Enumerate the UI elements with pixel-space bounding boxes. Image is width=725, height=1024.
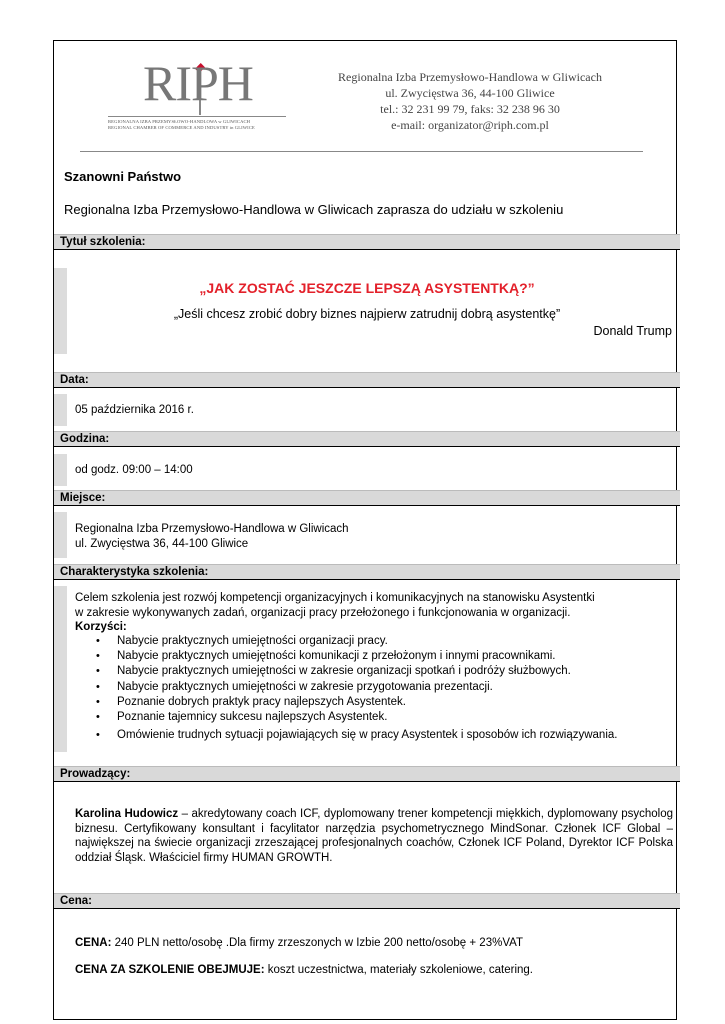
list-item: • Omówienie trudnych sytuacji pojawiających się w pracy Asystentek i sposobów ich rozwiązywania. [75,728,617,743]
price-text: 240 PLN netto/osobę .Dla firmy zrzeszonych w Izbie 200 netto/osobę + 23%VAT [111,937,523,949]
trainer-description: – akredytowany coach ICF, dyplomowany trener kompetencji miękkich, dyplomowany psycholog biznesu. Certyfikowany konsultant i facylitator narzędzia psychometrycznego MindSonar. Członek ICF Global – największej na świecie organizacji zrzeszającej profesjonalnych coachów, Członek ICF Poland, Dyrektor ICF Polska oddział Śląsk. Właściciel firmy HUMAN GROWTH. [75,808,673,864]
section-trainer-header [54,766,680,782]
header-divider [80,151,643,152]
section-time-label: Godzina: [60,433,110,445]
section-date-header [54,372,680,388]
list-item: • Poznanie tajemnicy sukcesu najlepszych Asystentek. [75,710,617,725]
training-date: 05 października 2016 r. [75,404,194,416]
list-item: • Nabycie praktycznych umiejętności w zakresie organizacji spotkań i podróży służbowych. [75,664,617,679]
section-description-label: Charakterystyka szkolenia: [60,566,209,578]
training-place [75,522,349,551]
price-line [75,936,523,951]
trainer-bio [75,807,673,865]
section-price-header [54,893,680,909]
price-includes [75,963,533,978]
header-phone: tel.: 32 231 99 79, faks: 32 238 96 30 [380,102,560,116]
section-time-header [54,431,680,447]
benefits-list [75,634,617,743]
price-includes-label: CENA ZA SZKOLENIE OBEJMUJE: [75,964,265,976]
greeting: Szanowni Państwo [64,169,182,184]
list-item: • Poznanie dobrych praktyk pracy najlepszych Asystentek. [75,695,617,710]
side-shade [54,454,67,486]
description-line-1: Celem szkolenia jest rozwój kompetencji organizacyjnych i komunikacyjnych na stanowisku Asystentki [75,592,595,604]
price-includes-text: koszt uczestnictwa, materiały szkoleniowe, catering. [264,964,534,976]
logo-subtitle-pl: REGIONALNA IZBA PRZEMYSŁOWO-HANDLOWA w GLIWICACH [108,119,251,124]
quote-author: Donald Trump [593,324,672,338]
header-contact [320,69,620,133]
logo-letters: RIPH [143,55,253,111]
place-line-2: ul. Zwycięstwa 36, 44-100 Gliwice [75,537,249,550]
price-label: CENA: [75,937,112,949]
training-description [75,591,675,635]
side-shade [54,394,67,426]
logo-divider [108,116,286,117]
section-title-label: Tytuł szkolenia: [60,236,146,248]
section-date-label: Data: [60,374,89,386]
header-email[interactable]: e-mail: organizator@riph.com.pl [391,118,549,132]
list-item: • Nabycie praktycznych umiejętności organizacji pracy. [75,634,617,649]
riph-logo [108,55,286,135]
section-price-label: Cena: [60,895,92,907]
training-time: od godz. 09:00 – 14:00 [75,464,193,476]
section-place-header [54,490,680,506]
trainer-name: Karolina Hudowicz [75,808,179,820]
section-title-header [54,234,680,250]
side-shade [54,586,67,752]
benefits-label: Korzyści: [75,621,127,633]
place-line-1: Regionalna Izba Przemysłowo-Handlowa w Gliwicach [75,523,349,535]
section-place-label: Miejsce: [60,492,106,504]
list-item: • Nabycie praktycznych umiejętności w zakresie przygotowania prezentacji. [75,680,617,695]
side-shade [54,512,67,558]
header-address: ul. Zwycięstwa 36, 44-100 Gliwice [385,86,555,100]
header-org: Regionalna Izba Przemysłowo-Handlowa w Gliwicach [338,70,602,84]
list-item: • Nabycie praktycznych umiejętności komunikacji z przełożonym i innymi pracownikami. [75,649,617,664]
section-description-header [54,564,680,580]
section-trainer-label: Prowadzący: [60,768,131,780]
intro-text: Regionalna Izba Przemysłowo-Handlowa w Gliwicach zaprasza do udziału w szkoleniu [64,202,564,217]
description-line-2: w zakresie wykonywanych zadań, organizacji pracy przełożonego i funkcjonowania w organizacji. [75,606,571,619]
training-quote: „Jeśli chcesz zrobić dobry biznes najpierw zatrudnij dobrą asystentkę” [173,307,561,321]
logo-subtitle-en: REGIONAL CHAMBER OF COMMERCE AND INDUSTRY in GLIWICE [108,125,255,130]
training-title: „JAK ZOSTAĆ JESZCZE LEPSZĄ ASYSTENTKĄ?” [199,280,535,296]
